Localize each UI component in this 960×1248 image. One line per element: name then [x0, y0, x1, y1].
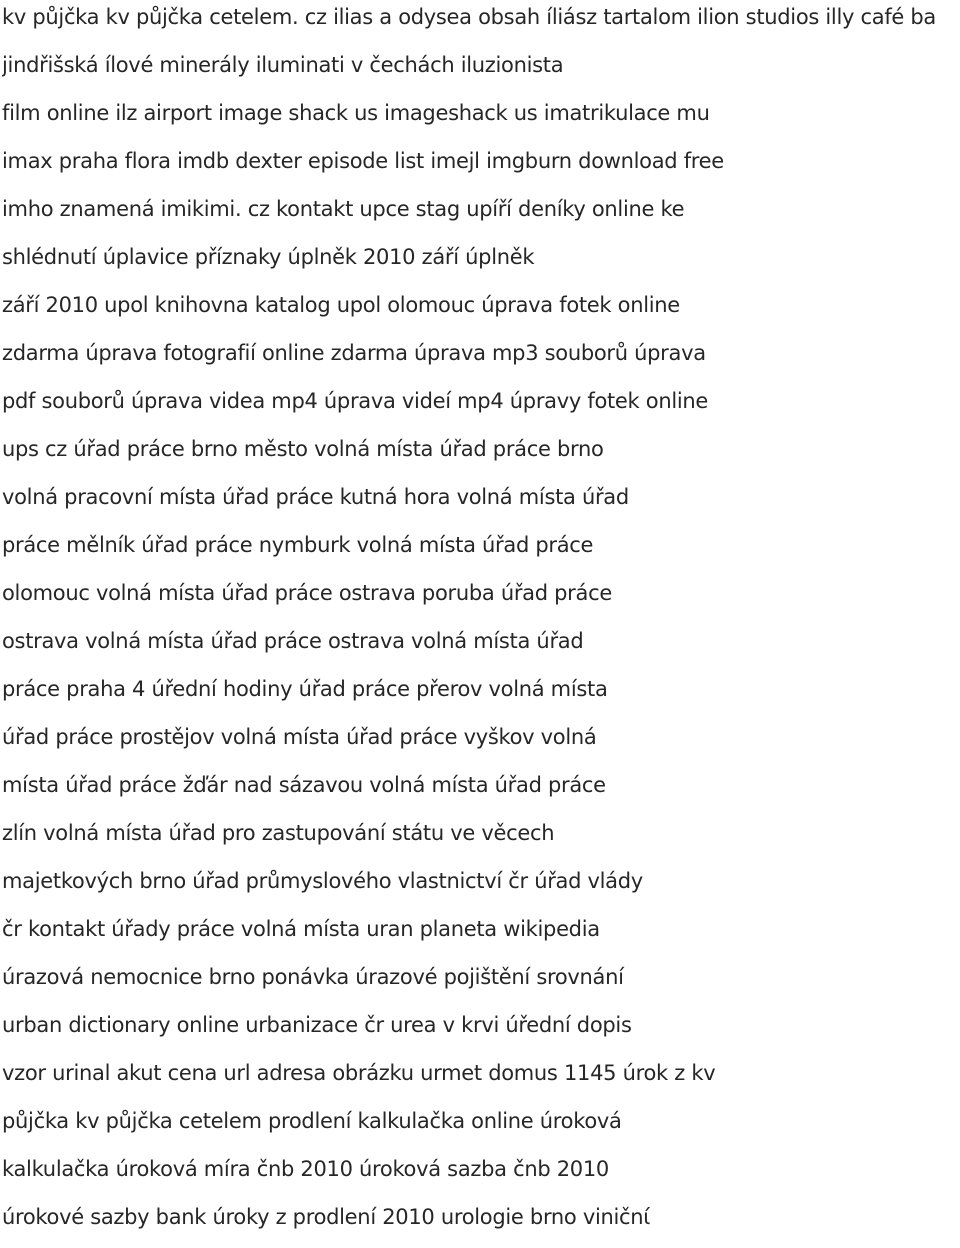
text-line: pdf souborů úprava videa mp4 úprava videí mp4 úpravy fotek online	[2, 389, 709, 413]
text-line: místa úřad práce žďár nad sázavou volná místa úřad práce	[2, 773, 606, 797]
text-line: práce mělník úřad práce nymburk volná místa úřad práce	[2, 533, 594, 557]
text-line: olomouc volná místa úřad práce ostrava poruba úřad práce	[2, 581, 612, 605]
text-line: majetkových brno úřad průmyslového vlastnictví čr úřad vlády	[2, 869, 643, 893]
text-line: čr kontakt úřady práce volná místa uran planeta wikipedia	[2, 917, 600, 941]
text-line: kalkulačka úroková míra čnb 2010 úroková sazba čnb 2010	[2, 1157, 609, 1181]
text-line: shlédnutí úplavice příznaky úplněk 2010 září úplněk	[2, 245, 535, 269]
text-line: úrazová nemocnice brno ponávka úrazové pojištění srovnání	[2, 965, 624, 989]
text-line: práce praha 4 úřední hodiny úřad práce přerov volná místa	[2, 677, 608, 701]
text-line: jindřišská ílové minerály iluminati v čechách iluzionista	[2, 53, 564, 77]
text-line: zdarma úprava fotografií online zdarma úprava mp3 souborů úprava	[2, 341, 706, 365]
document-body	[2, 0, 960, 1248]
text-line: kv půjčka kv půjčka cetelem. cz ilias a odysea obsah íliász tartalom ilion studios illy café ba	[2, 5, 937, 29]
text-line: úrokové sazby bank úroky z prodlení 2010 urologie brno viničnί	[2, 1205, 651, 1229]
text-line: volná pracovní místa úřad práce kutná hora volná místa úřad	[2, 485, 629, 509]
text-line: zlín volná místa úřad pro zastupování státu ve věcech	[2, 821, 555, 845]
text-line: půjčka kv půjčka cetelem prodlení kalkulačka online úroková	[2, 1109, 622, 1133]
text-line: film online ilz airport image shack us imageshack us imatrikulace mu	[2, 101, 710, 125]
text-line: vzor urinal akut cena url adresa obrázku urmet domus 1145 úrok z kv	[2, 1061, 716, 1085]
text-line: ups cz úřad práce brno město volná místa úřad práce brno	[2, 437, 604, 461]
text-line: úřad práce prostějov volná místa úřad práce vyškov volná	[2, 725, 597, 749]
text-line: urban dictionary online urbanizace čr urea v krvi úřední dopis	[2, 1013, 632, 1037]
text-line: imho znamená imikimi. cz kontakt upce stag upíří deníky online ke	[2, 197, 685, 221]
text-line: ostrava volná místa úřad práce ostrava volná místa úřad	[2, 629, 584, 653]
text-line: září 2010 upol knihovna katalog upol olomouc úprava fotek online	[2, 293, 680, 317]
text-line: imax praha flora imdb dexter episode list imejl imgburn download free	[2, 149, 724, 173]
